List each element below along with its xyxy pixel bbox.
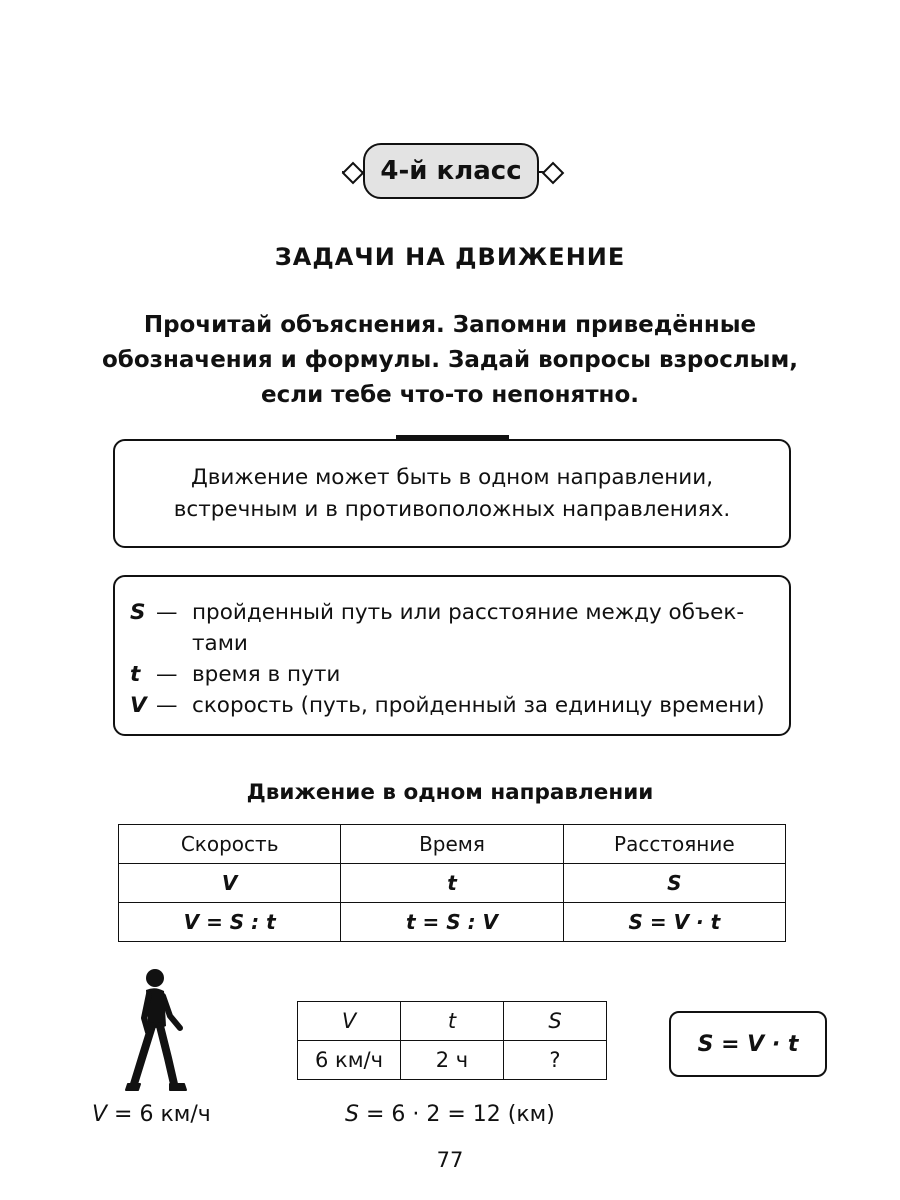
badge-left-diamond-icon bbox=[342, 162, 365, 185]
example-table bbox=[297, 1001, 607, 1080]
table-symbol-cell: t bbox=[341, 864, 563, 903]
definition-dash: — bbox=[156, 600, 178, 625]
example-header-cell: t bbox=[401, 1002, 504, 1041]
definition-text: время в пути bbox=[192, 662, 341, 687]
info-box-line: Движение может быть в одном направлении, bbox=[190, 464, 714, 490]
definition-symbol: t bbox=[130, 662, 141, 687]
definition-dash: — bbox=[156, 693, 178, 718]
definition-dash: — bbox=[156, 662, 178, 687]
formula-box: S = V · t bbox=[669, 1011, 827, 1077]
table-formula-cell: t = S : V bbox=[341, 903, 563, 942]
caption-variable: V bbox=[92, 1102, 108, 1127]
solution-value: = 6 · 2 = 12 (км) bbox=[358, 1102, 555, 1127]
solution-caption bbox=[345, 1102, 555, 1127]
instructions-line: обозначения и формулы. Задай вопросы взрослым, bbox=[101, 347, 799, 373]
table-header-cell: Время bbox=[341, 825, 563, 864]
page-number: 77 bbox=[436, 1148, 464, 1172]
table-formula-cell: V = S : t bbox=[119, 903, 341, 942]
example-header-cell: V bbox=[298, 1002, 401, 1041]
table-symbol-cell: S bbox=[563, 864, 785, 903]
example-value-cell: 6 км/ч bbox=[298, 1041, 401, 1080]
table-row bbox=[119, 864, 786, 903]
info-box-tab bbox=[396, 435, 509, 441]
definition-symbol: S bbox=[130, 600, 146, 625]
table-formula-cell: S = V · t bbox=[563, 903, 785, 942]
definitions-box bbox=[113, 575, 791, 736]
instructions bbox=[100, 308, 800, 413]
section-heading: Движение в одном направлении bbox=[246, 780, 654, 805]
info-box-line: встречным и в противоположных направлениях. bbox=[173, 496, 731, 522]
badge-right-diamond-icon bbox=[542, 162, 565, 185]
table-header-cell: Скорость bbox=[119, 825, 341, 864]
definition-v bbox=[130, 690, 789, 721]
page-title: ЗАДАЧИ НА ДВИЖЕНИЕ bbox=[274, 243, 626, 271]
definition-t bbox=[130, 659, 789, 690]
info-box bbox=[113, 439, 791, 548]
definition-text: скорость (путь, пройденный за единицу времени) bbox=[192, 693, 765, 718]
walking-person-icon bbox=[122, 966, 192, 1094]
table-row bbox=[119, 903, 786, 942]
example-header-cell: S bbox=[504, 1002, 607, 1041]
example-value-cell: ? bbox=[504, 1041, 607, 1080]
speed-caption bbox=[92, 1102, 211, 1127]
table-row bbox=[298, 1002, 607, 1041]
instructions-line: если тебе что-то непонятно. bbox=[260, 382, 639, 408]
definition-continuation: тами bbox=[192, 631, 248, 656]
definition-text: пройденный путь или расстояние между объек- bbox=[192, 600, 745, 625]
solution-variable: S bbox=[345, 1102, 359, 1127]
formula-table bbox=[118, 824, 786, 942]
table-row bbox=[298, 1041, 607, 1080]
example-value-cell: 2 ч bbox=[401, 1041, 504, 1080]
grade-badge: 4-й класс bbox=[363, 143, 539, 199]
table-symbol-cell: V bbox=[119, 864, 341, 903]
definition-s bbox=[130, 597, 789, 628]
table-header-cell: Расстояние bbox=[563, 825, 785, 864]
instructions-line: Прочитай объяснения. Запомни приведённые bbox=[143, 312, 757, 338]
caption-value: = 6 км/ч bbox=[107, 1102, 211, 1127]
definition-symbol: V bbox=[130, 693, 147, 718]
table-row bbox=[119, 825, 786, 864]
